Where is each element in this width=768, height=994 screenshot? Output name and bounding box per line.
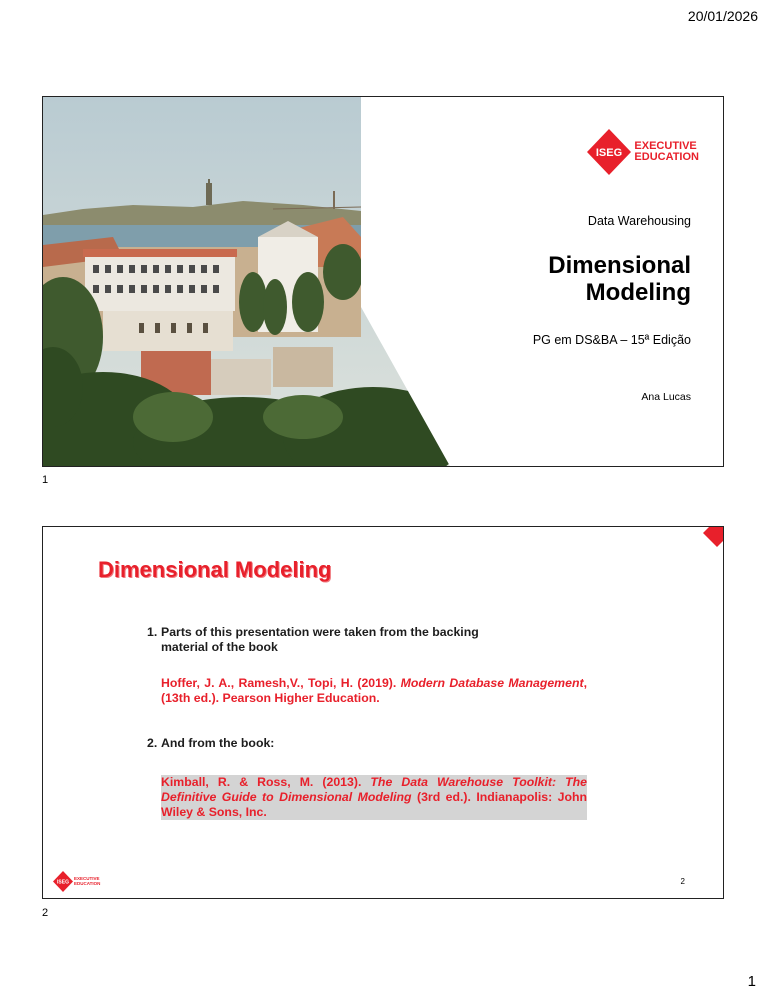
slide-body — [147, 625, 587, 820]
program-edition: PG em DS&BA – 15ª Edição — [532, 333, 691, 347]
reference-hoffer: Hoffer, J. A., Ramesh,V., Topi, H. (2019). Modern Database Management, (13th ed.). Pearson Higher Education. — [161, 676, 587, 705]
list-item — [147, 625, 587, 655]
slide-1 — [42, 96, 724, 467]
slide-2 — [42, 526, 724, 899]
course-name: Data Warehousing — [587, 214, 691, 228]
slide-1-number: 1 — [42, 474, 49, 486]
author-name: Ana Lucas — [641, 391, 691, 403]
item-text-line-2: material of the book — [161, 640, 278, 654]
item-number: 1. — [147, 625, 158, 639]
corner-diamond-icon — [703, 526, 724, 547]
brand-line-1: EXECUTIVE — [74, 876, 100, 881]
reference-kimball: Kimball, R. & Ross, M. (2013). The Data Warehouse Toolkit: The Definitive Guide to Dimensional Modeling (3rd ed.). Indianapolis: John Wiley & Sons, Inc. — [161, 775, 587, 819]
iseg-logo-icon — [587, 129, 631, 175]
slide-title — [548, 252, 691, 306]
brand-text — [634, 141, 699, 163]
slide-2-number: 2 — [42, 907, 49, 919]
lisbon-cityscape-photo — [43, 97, 463, 467]
list-item — [147, 736, 587, 751]
item-text-line-1: And from the book: — [161, 736, 275, 750]
title-line-1: Dimensional — [548, 252, 691, 279]
item-number: 2. — [147, 736, 158, 750]
iseg-executive-education-logo — [587, 129, 699, 175]
brand-line-2: EDUCATION — [634, 151, 699, 163]
slide-inner-number: 2 — [680, 877, 685, 886]
page-date: 20/01/2026 — [687, 8, 758, 24]
title-line-2: Modeling — [585, 279, 691, 306]
iseg-executive-education-logo-small — [53, 871, 100, 892]
brand-line-1: EXECUTIVE — [634, 140, 697, 152]
item-text-line-1: Parts of this presentation were taken from the backing — [161, 625, 479, 639]
svg-text:ISEG: ISEG — [57, 879, 69, 886]
iseg-logo-icon — [53, 871, 73, 892]
svg-text:ISEG: ISEG — [596, 147, 623, 159]
brand-text — [74, 877, 100, 886]
brand-line-2: EDUCATION — [74, 880, 101, 886]
slide-title: Dimensional Modeling — [98, 557, 332, 582]
page-number: 1 — [747, 973, 756, 990]
